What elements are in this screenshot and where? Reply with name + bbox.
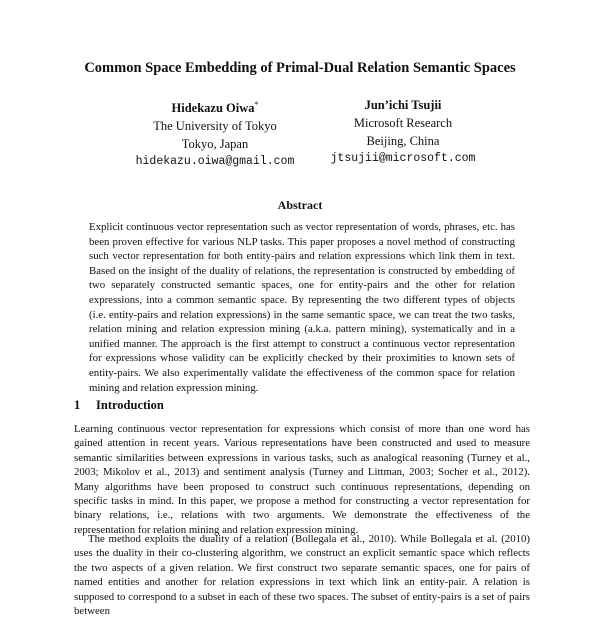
- author-name: Jun’ichi Tsujii: [364, 98, 442, 112]
- author-email: hidekazu.oiwa@gmail.com: [135, 155, 295, 169]
- author-name: Hidekazu Oiwa: [171, 101, 255, 116]
- abstract-heading: Abstract: [277, 198, 323, 212]
- section-number: 1: [74, 398, 81, 412]
- author-block-1: [110, 96, 320, 171]
- body-paragraph: The method exploits the duality of a relation (Bollegala et al., 2010). While Bollegala et al. (2010) uses the duality in their co-clustering algorithm, we construct an explicit semantic space which reflects the two aspects of a given relation. We first construct two separate semantic spaces, one for pairs of named entities and another for relation expressions in text which link an entity-pair. A relation is supposed to correspond to a subset in each of these two spaces. The subset of entity-pairs is a set of pairs between: [74, 533, 530, 618]
- section-heading: [74, 398, 164, 413]
- author-block-2: [298, 96, 508, 168]
- abstract-text: Explicit continuous vector representation such as vector representation of words, phrases, etc. has been proven effective for various NLP tasks. This paper proposes a novel method of constructing such vector representation for both entity-pairs and relation expressions which link them in text. Based on the insight of the duality of relations, the representation is constructed by embedding of two separately constructed semantic spaces, one for entity-pairs and the other for relation expressions, into a common semantic space. By representing the two different types of objects (i.e. entity-pairs and relation expressions) in the same semantic space, we can treat the two tasks, relation mining and relation expression mining (a.k.a. pattern mining), systematically and in a unified manner. The approach is the first attempt to construct a continuous vector representation for expressions whose validity can be explicitly checked by their proximities to known sets of entity-pairs. We also experimentally validate the effectiveness of the common space for relation mining and relation expression mining.: [89, 221, 515, 394]
- author-footnote-marker: *: [254, 100, 259, 109]
- author-location: Tokyo, Japan: [181, 137, 249, 152]
- section-title: Introduction: [96, 398, 164, 412]
- author-email: jtsujii@microsoft.com: [330, 152, 476, 165]
- paper-title: Common Space Embedding of Primal-Dual Relation Semantic Spaces: [84, 60, 516, 76]
- author-affiliation: The University of Tokyo: [153, 119, 277, 134]
- author-affiliation: Microsoft Research: [353, 116, 453, 130]
- body-paragraph: Learning continuous vector representation for expressions which consist of more than one word has gained attention in recent years. Various representations have been constructed and used to measure semantic similarities between expressions in various tasks, such as analogical reasoning (Turney et al., 2003; Mikolov et al., 2013) and sentiment analysis (Turney and Littman, 2003; Socher et al., 2012). Many algorithms have been proposed to construct such continuous representations, depending on specific tasks in mind. In this paper, we propose a method for constructing a vector representation for binary relations, i.e., relations with two arguments. We demonstrate the effectiveness of the representation for relation mining and relation expression mining.: [74, 423, 530, 536]
- author-location: Beijing, China: [366, 134, 440, 148]
